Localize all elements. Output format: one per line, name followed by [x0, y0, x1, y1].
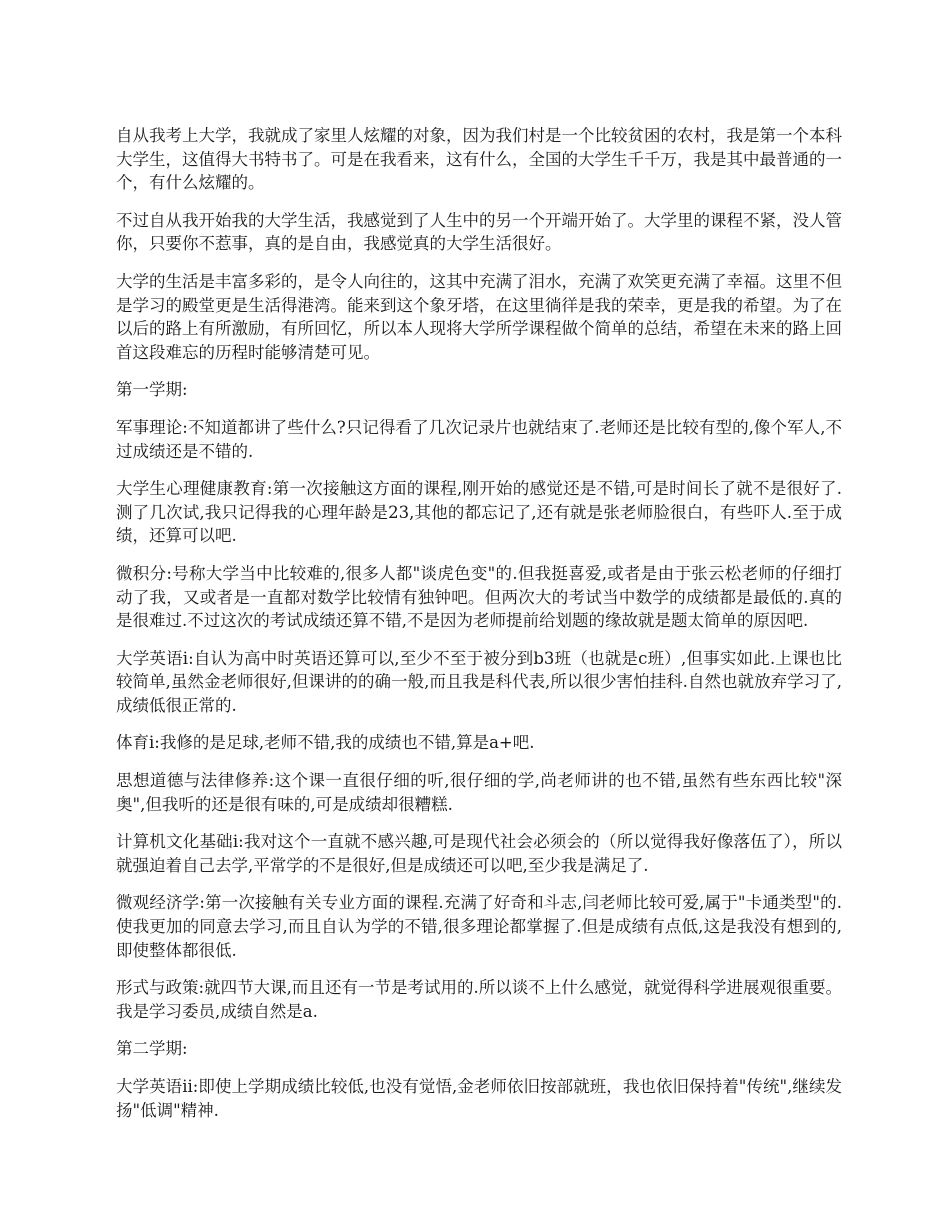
paragraph-ethics-law: 思想道德与法律修养:这个课一直很仔细的听,很仔细的学,尚老师讲的也不错,虽然有些东西比较"深奥",但我听的还是很有味的,可是成绩却很糟糕.: [116, 771, 842, 814]
paragraph-pe-i: 体育i:我修的是足球,老师不错,我的成绩也不错,算是a+吧.: [116, 733, 535, 753]
paragraph-computer-basics: 计算机文化基础i:我对这个一直就不感兴趣,可是现代社会必须会的（所以觉得我好像落伍了），所以就强迫着自己去学,平常学的不是很好,但是成绩还可以吧,至少我是满足了.: [116, 832, 842, 875]
paragraph-calculus: 微积分:号称大学当中比较难的,很多人都"谈虎色变"的.但我挺喜爱,或者是由于张云松老师的仔细打动了我，又或者是一直都对数学比较情有独钟吧。但两次大的考试当中数学的成绩都是最低的.真的是很难过.不过这次的考试成绩还算不错,不是因为老师提前给划题的缘故就是题太简单的原因吧.: [116, 563, 842, 631]
paragraph-summary-purpose: 大学的生活是丰富多彩的，是令人向往的，这其中充满了泪水，充满了欢笑更充满了幸福。这里不但是学习的殿堂更是生活得港湾。能来到这个象牙塔，在这里徜徉是我的荣幸，更是我的希望。为了在以后的路上有所激励，有所回忆，所以本人现将大学所学课程做个简单的总结，希望在未来的路上回首这段难忘的历程时能够清楚可见。: [116, 271, 842, 362]
section-heading-first-semester: 第一学期:: [116, 380, 188, 400]
paragraph-mental-health: 大学生心理健康教育:第一次接触这方面的课程,刚开始的感觉还是不错,可是时间长了就不是很好了.测了几次试,我只记得我的心理年龄是23,其他的都忘记了,还有就是张老师脸很白，有些吓人.至于成绩，还算可以吧.: [116, 479, 842, 546]
paragraph-microeconomics: 微观经济学:第一次接触有关专业方面的课程.充满了好奇和斗志,闫老师比较可爱,属于"卡通类型"的.使我更加的同意去学习,而且自认为学的不错,很多理论都掌握了.但是成绩有点低,这是我没有想到的,即使整体都很低.: [116, 893, 842, 960]
paragraph-intro: 自从我考上大学，我就成了家里人炫耀的对象，因为我们村是一个比较贫困的农村，我是第一个本科大学生，这值得大书特书了。可是在我看来，这有什么，全国的大学生千千万，我是其中最普通的一个，有什么炫耀的。: [116, 126, 842, 193]
paragraph-english-i: 大学英语i:自认为高中时英语还算可以,至少不至于被分到b3班（也就是c班）,但事实如此.上课也比较简单,虽然金老师很好,但课讲的的确一般,而且我是科代表,所以很少害怕挂科.自然也就放弃学习了,成绩低很正常的.: [116, 648, 842, 715]
paragraph-english-ii: 大学英语ii:即使上学期成绩比较低,也没有觉悟,金老师依旧按部就班，我也依旧保持着"传统",继续发扬"低调"精神.: [116, 1077, 842, 1120]
paragraph-policy: 形式与政策:就四节大课,而且还有一节是考试用的.所以谈不上什么感觉，就觉得科学进展观很重要。我是学习委员,成绩自然是a.: [116, 978, 842, 1021]
paragraph-military-theory: 军事理论:不知道都讲了些什么?只记得看了几次记录片也就结束了.老师还是比较有型的,像个军人,不过成绩还是不错的.: [116, 417, 842, 461]
paragraph-college-life: 不过自从我开始我的大学生活，我感觉到了人生中的另一个开端开始了。大学里的课程不紧，没人管你，只要你不惹事，真的是自由，我感觉真的大学生活很好。: [116, 210, 842, 254]
section-heading-second-semester: 第二学期:: [116, 1039, 188, 1059]
document-body: [116, 124, 842, 1136]
